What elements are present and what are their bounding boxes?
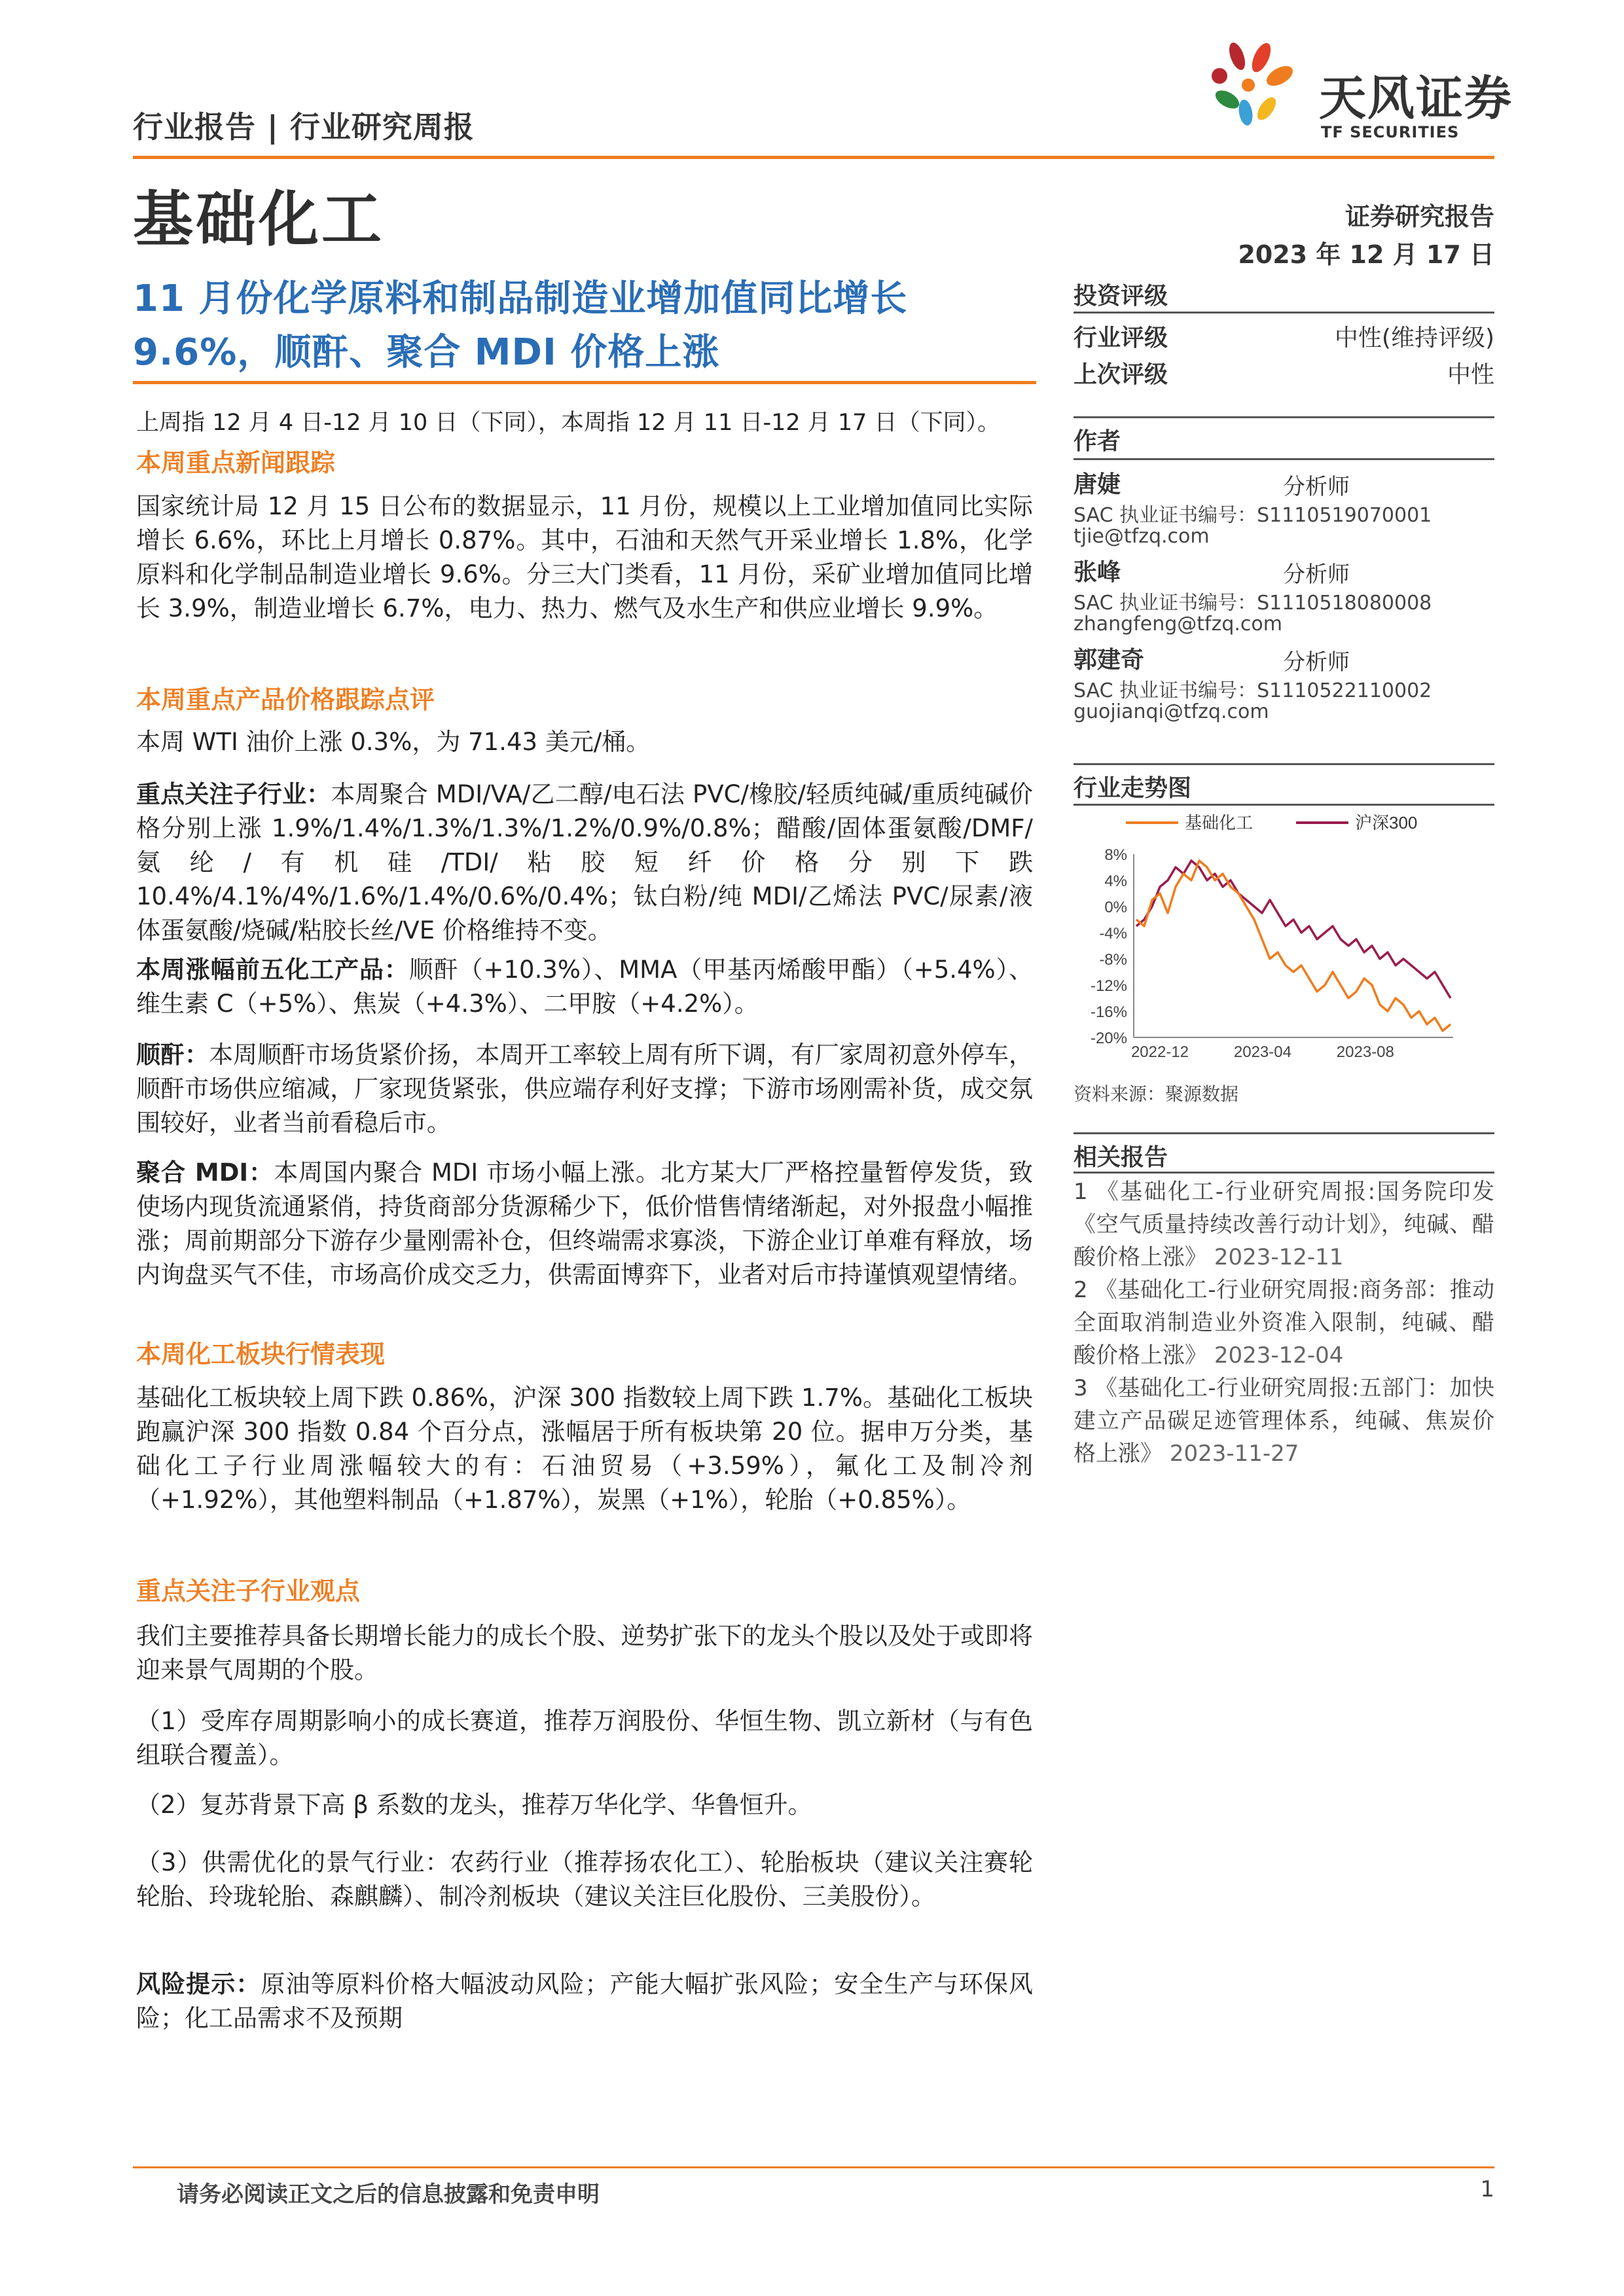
related-heading: 相关报告 [1074, 1144, 1168, 1171]
title-divider [133, 381, 1036, 384]
risk-label: 风险提示： [136, 1970, 261, 1998]
view-item-3: （3）供需优化的景气行业：农药行业（推荐扬农化工）、轮胎板块（建议关注赛轮轮胎、玲珑轮胎、森麒麟）、制冷剂板块（建议关注巨化股份、三美股份）。 [136, 1848, 1033, 1910]
y-tick-label: 4% [1104, 872, 1127, 890]
section-heading-views: 重点关注子行业观点 [136, 1577, 361, 1605]
x-tick-label: 2023-08 [1336, 1043, 1394, 1061]
market-paragraph: 基础化工板块较上周下跌 0.86%，沪深 300 指数较上周下跌 1.7%。基础化工板块跑赢沪深 300 指数 0.84 个百分点，涨幅居于所有板块第 20 位。据申万分类，基础化工子行业周涨幅较大的有：石油贸易（+3.59%），氟化工及制冷剂（+1.92%），其他塑料制品（+1.87%），炭黑（+1%），轮胎（+0.85%）。 [136, 1384, 1033, 1514]
series-line [1136, 861, 1451, 1031]
top5-paragraph [136, 953, 1033, 1021]
related-report-date: 2023-12-11 [1214, 1244, 1344, 1270]
x-tick-label: 2023-04 [1233, 1043, 1291, 1061]
legend-label: 沪深300 [1355, 813, 1418, 833]
related-top-divider [1074, 1132, 1494, 1134]
y-tick-label: -20% [1090, 1030, 1127, 1047]
focus-label: 重点关注子行业： [136, 780, 331, 808]
logo-name: 天风证券 [1319, 71, 1513, 126]
industry-trend-chart [1074, 808, 1466, 1064]
report-type: 证券研究报告 [1344, 202, 1494, 231]
view-item-1: （1）受库存周期影响小的成长赛道，推荐万润股份、华恒生物、凯立新材（与有色组联合覆盖）。 [136, 1707, 1033, 1769]
analyst-name: 唐婕 [1074, 471, 1121, 498]
header-divider [133, 156, 1494, 159]
trend-heading: 行业走势图 [1074, 775, 1192, 802]
page-number: 1 [1480, 2176, 1494, 2202]
news-paragraph: 国家统计局 12 月 15 日公布的数据显示，11 月份，规模以上工业增加值同比实际增长 6.6%，环比上月增长 0.87%。其中，石油和天然气开采业增长 1.8%，化学原料和化学制品制造业增长 9.6%。分三大门类看，11 月份，采矿业增加值同比增长 3.9%，制造业增长 6.7%，电力、热力、燃气及水生产和供应业增长 9.9%。 [136, 492, 1033, 622]
related-report-date: 2023-12-04 [1214, 1342, 1344, 1369]
intro-text: 上周指 12 月 4 日-12 月 10 日（下同），本周指 12 月 11 日-12 月 17 日（下同）。 [136, 410, 1001, 436]
top5-label: 本周涨幅前五化工产品： [136, 956, 409, 984]
y-tick-label: 0% [1104, 899, 1127, 916]
prev-rating-label: 上次评级 [1074, 361, 1168, 388]
related-report-title[interactable]: 3 《基础化工-行业研究周报:五部门：加快建立产品碳足迹管理体系，纯碱、焦炭价格上涨》 [1074, 1375, 1494, 1467]
mah-text: 本周顺酐市场货紧价扬，本周开工率较上周有所下调，有厂家周初意外停车，顺酐市场供应缩减，厂家现货紧张，供应端存利好支撑；下游市场刚需补货，成交氛围较好，业者当前看稳后市。 [136, 1041, 1034, 1137]
analyst-email[interactable]: zhangfeng@tfzq.com [1074, 613, 1282, 636]
mdi-paragraph [136, 1156, 1033, 1292]
legend-label: 基础化工 [1185, 813, 1254, 833]
analyst-email[interactable]: tjie@tfzq.com [1074, 525, 1210, 548]
report-title-line-2: 9.6%，顺酐、聚合 MDI 价格上涨 [133, 331, 720, 374]
analyst-cert: SAC 执业证书编号：S1110522110002 [1074, 679, 1432, 702]
wti-paragraph: 本周 WTI 油价上涨 0.3%，为 71.43 美元/桶。 [136, 728, 651, 756]
y-tick-label: -12% [1090, 977, 1127, 995]
report-date: 2023 年 12 月 17 日 [1238, 240, 1494, 269]
related-report-title[interactable]: 1 《基础化工-行业研究周报:国务院印发《空气质量持续改善行动计划》，纯碱、醋酸价格上涨》 [1074, 1179, 1494, 1270]
industry-rating-value: 中性(维持评级) [1334, 325, 1494, 351]
trend-divider [1074, 804, 1494, 806]
rating-heading: 投资评级 [1074, 283, 1168, 310]
analyst-role: 分析师 [1283, 649, 1350, 675]
report-title-line-1: 11 月份化学原料和制品制造业增加值同比增长 [133, 278, 908, 320]
maleic-anhydride-paragraph [136, 1038, 1033, 1140]
industry-rating-label: 行业评级 [1074, 325, 1168, 351]
section-heading-prices: 本周重点产品价格跟踪点评 [136, 685, 435, 714]
related-divider [1074, 1172, 1494, 1174]
chart-source: 资料来源：聚源数据 [1074, 1083, 1239, 1105]
related-report-item[interactable] [1074, 1274, 1494, 1372]
author-heading: 作者 [1074, 428, 1121, 455]
analyst-cert: SAC 执业证书编号：S1110519070001 [1074, 504, 1432, 527]
logo-english: TF SECURITIES [1321, 123, 1460, 141]
y-tick-label: -8% [1099, 951, 1127, 969]
x-tick-label: 2022-12 [1130, 1043, 1189, 1061]
analyst-name: 张峰 [1074, 559, 1121, 586]
y-tick-label: -16% [1090, 1003, 1127, 1021]
risk-text: 原油等原料价格大幅波动风险；产能大幅扩张风险；安全生产与环保风险；化工品需求不及预期 [136, 1970, 1034, 2032]
mah-label: 顺酐： [136, 1041, 209, 1069]
footer-divider [133, 2166, 1494, 2168]
related-report-item[interactable] [1074, 1175, 1494, 1274]
analyst-email[interactable]: guojianqi@tfzq.com [1074, 700, 1269, 723]
disclaimer-note: 请务必阅读正文之后的信息披露和免责申明 [177, 2181, 600, 2208]
related-report-date: 2023-11-27 [1169, 1441, 1299, 1467]
rating-divider [1074, 312, 1494, 314]
y-tick-label: 8% [1104, 846, 1127, 864]
author-divider [1074, 458, 1494, 460]
related-report-title[interactable]: 2 《基础化工-行业研究周报:商务部：推动全面取消制造业外资准入限制，纯碱、醋酸价格上涨》 [1074, 1277, 1494, 1369]
y-tick-label: -4% [1099, 925, 1127, 942]
mdi-text: 本周国内聚合 MDI 市场小幅上涨。北方某大厂严格控量暂停发货，致使场内现货流通紧俏，持货商部分货源稀少下，低价惜售情绪渐起，对外报盘小幅推涨；周前期部分下游存少量刚需补仓，但终端需求寡淡，下游企业订单难有释放，场内询盘买气不佳，市场高价成交乏力，供需面博弈下，业者对后市持谨慎观望情绪。 [136, 1158, 1033, 1289]
analyst-role: 分析师 [1283, 474, 1350, 500]
series-line [1136, 861, 1451, 998]
trend-top-divider [1074, 763, 1494, 765]
focus-text: 本周聚合 MDI/VA/乙二醇/电石法 PVC/橡胶/轻质纯碱/重质纯碱价格分别上涨 1.9%/1.4%/1.3%/1.3%/1.2%/0.9%/0.8%；醋酸/固体蛋氨酸/DMF/氨纶/有机硅/TDI/粘胶短纤价格分别下跌 10.4%/4.1%/4%/1.6%/1.4%/0.6%/0.4%；钛白粉/纯 MDI/乙烯法 PVC/尿素/液体蛋氨酸/烧碱/粘胶长丝/VE 价格维持不变。 [136, 780, 1034, 944]
views-paragraph: 我们主要推荐具备长期增长能力的成长个股、逆势扩张下的龙头个股以及处于或即将迎来景气周期的个股。 [136, 1622, 1033, 1684]
prev-rating-value: 中性 [1447, 361, 1494, 388]
breadcrumb: 行业报告 | 行业研究周报 [133, 109, 475, 145]
author-top-divider [1074, 416, 1494, 418]
analyst-name: 郭建奇 [1074, 647, 1145, 673]
focus-paragraph [136, 778, 1033, 948]
industry-name: 基础化工 [133, 185, 385, 255]
section-heading-market: 本周化工板块行情表现 [136, 1340, 386, 1369]
top5-text: 顺酐（+10.3%）、MMA（甲基丙烯酸甲酯）（+5.4%）、维生素 C（+5%）、焦炭（+4.3%）、二甲胺（+4.2%）。 [136, 956, 1033, 1018]
risk-paragraph [136, 1967, 1033, 2036]
analyst-role: 分析师 [1283, 562, 1350, 588]
view-item-2: （2）复苏背景下高 β 系数的龙头，推荐万华化学、华鲁恒升。 [136, 1791, 812, 1819]
related-report-item[interactable] [1074, 1372, 1494, 1470]
mdi-label: 聚合 MDI： [136, 1158, 274, 1187]
analyst-cert: SAC 执业证书编号：S1110518080008 [1074, 592, 1432, 615]
section-heading-news: 本周重点新闻跟踪 [136, 448, 336, 477]
